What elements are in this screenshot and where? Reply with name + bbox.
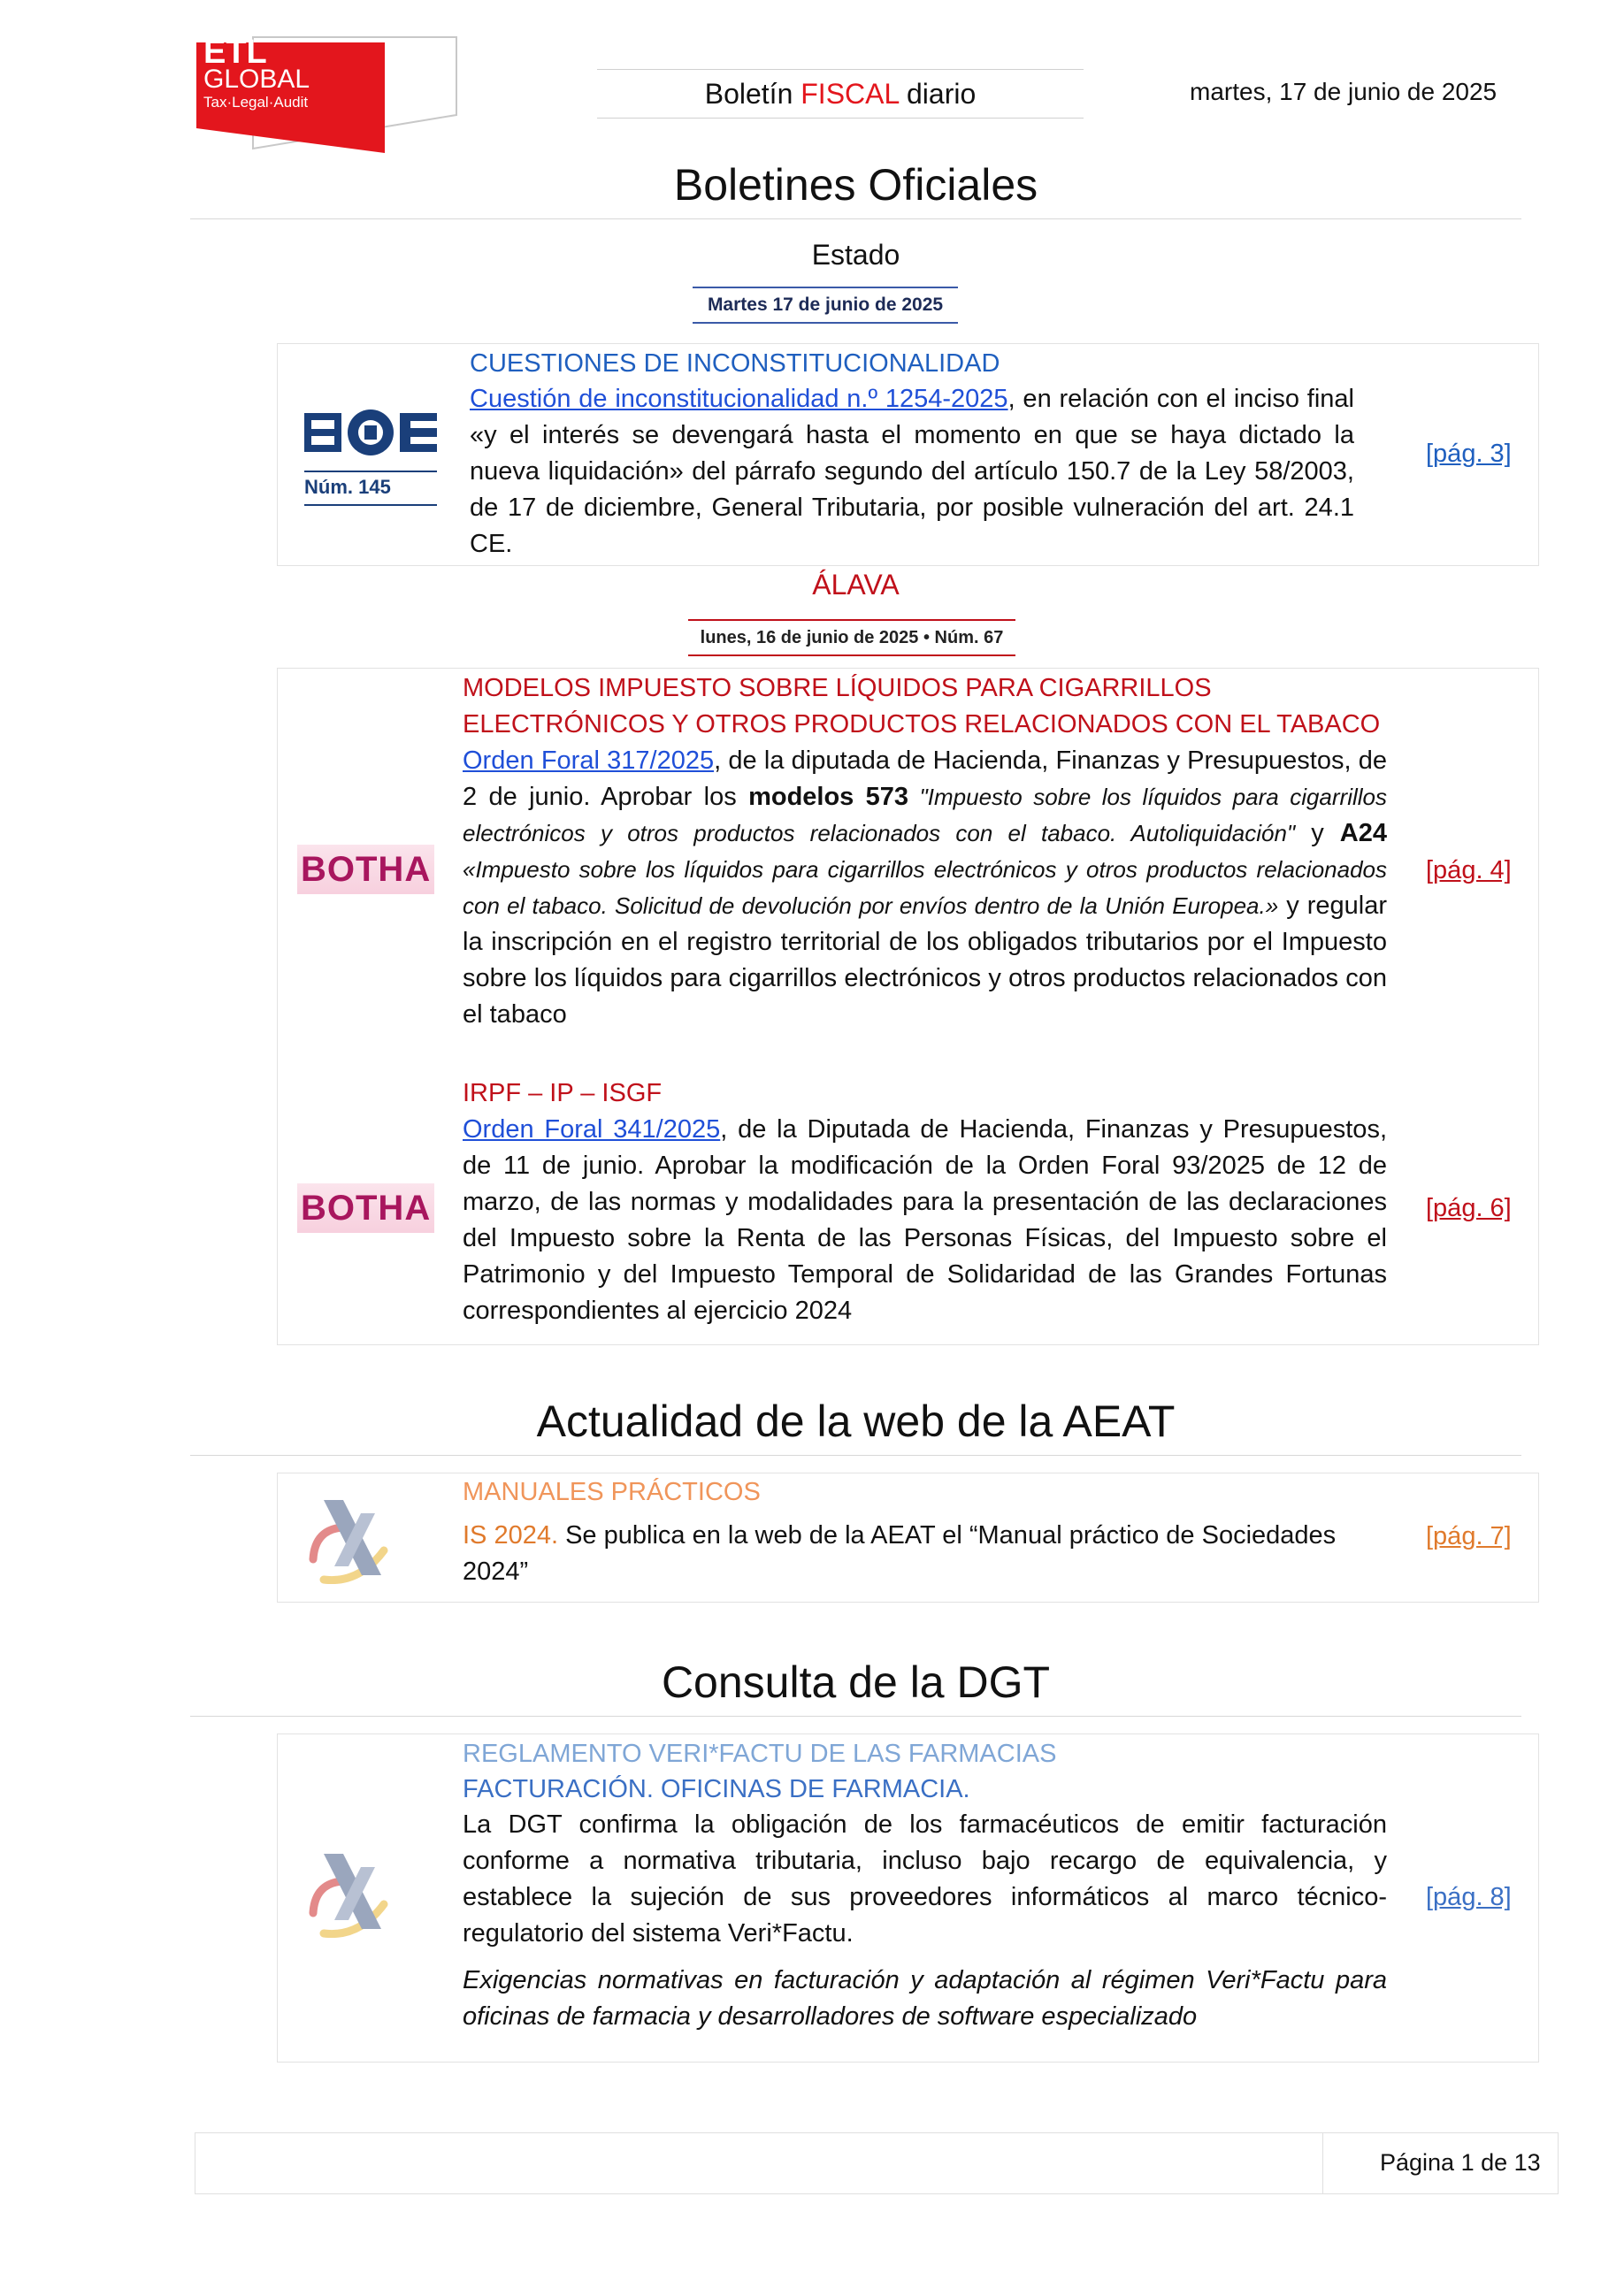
- boe-entry: [277, 343, 1539, 566]
- page-counter: Página 1 de 13: [1380, 2149, 1541, 2176]
- botha-logo-text-2: BOTHA: [297, 1183, 434, 1233]
- botha-entry-1-page-ref[interactable]: [pág. 4]: [1426, 856, 1512, 884]
- dgt-body: La DGT confirma la obligación de los farmacéuticos de emitir facturación conforme a normativa tributaria, incluso bajo recargo de equivalencia, y establece la sujeción de sus proveedores informáticos al marco técnico-regulatorio del sistema Veri*Factu.: [463, 1810, 1387, 1948]
- botha-entries: [277, 668, 1539, 1345]
- bulletin-date: martes, 17 de junio de 2025: [1190, 78, 1498, 105]
- logo-etl-text: ETL: [203, 34, 267, 71]
- boe-logo: [304, 406, 437, 506]
- section-divider-dgt: [190, 1716, 1521, 1717]
- aeat-lead: IS 2024.: [463, 1521, 559, 1550]
- section-title-dgt: Consulta de la DGT: [661, 1657, 1051, 1707]
- boe-body: [470, 381, 1354, 563]
- section-divider-aeat: [190, 1455, 1521, 1456]
- boe-number: Núm. 145: [304, 476, 391, 498]
- boe-category: CUESTIONES DE INCONSTITUCIONALIDAD: [470, 349, 1000, 378]
- footer-box: [195, 2132, 1559, 2194]
- orden-foral-341-link[interactable]: Orden Foral 341/2025: [463, 1115, 721, 1144]
- logo-global-text: GLOBAL: [203, 65, 310, 94]
- botha-entry-1-body-1: , de la diputada de Hacienda, Finanzas y Presupuestos, de 2 de junio. Aprobar los: [463, 746, 1387, 811]
- botha-entry-1-body-3: y regular la inscripción en el registro territorial de los obligados tributarios por el Impuesto sobre los líquidos para cigarrillos electrónicos y otros productos relacionados con el tabaco: [463, 892, 1388, 1029]
- bulletin-title-prefix: Boletín: [704, 78, 801, 110]
- botha-entry-2-body-text: , de la Diputada de Hacienda, Finanzas y Presupuestos, de 11 de junio. Aprobar la modificación de la Orden Foral 93/2025 de 12 de marzo, de las normas y modalidades para la presentación de las declaraciones del Impuesto sobre la Renta de las Personas Físicas, del Impuesto sobre el Patrimonio y del Impuesto Temporal de Solidaridad de las Grandes Fortunas correspondientes al ejercicio 2024: [463, 1115, 1387, 1325]
- boe-date-strip: Martes 17 de junio de 2025: [693, 287, 958, 324]
- dgt-subcategory: FACTURACIÓN. OFICINAS DE FARMACIA.: [463, 1775, 970, 1803]
- botha-entry-1-text: [463, 670, 1387, 1033]
- aeat-category: MANUALES PRÁCTICOS: [463, 1478, 761, 1506]
- section-divider: [190, 218, 1521, 219]
- etl-logo: [196, 27, 462, 155]
- botha-date-strip: lunes, 16 de junio de 2025 • Núm. 67: [688, 619, 1015, 656]
- modelo-573-desc: "Impuesto sobre los líquidos para cigarrillos electrónicos y otros productos relacionados con el tabaco. Autoliquidación": [463, 784, 1387, 846]
- bulletin-title-fiscal: FISCAL: [801, 78, 900, 110]
- aeat-page-ref[interactable]: [pág. 7]: [1426, 1522, 1512, 1550]
- aeat-body: [463, 1518, 1387, 1590]
- botha-logo-text-1: BOTHA: [297, 845, 434, 894]
- boe-entry-text: [470, 346, 1354, 563]
- dgt-italic: Exigencias normativas en facturación y adaptación al régimen Veri*Factu para oficinas de farmacia y desarrolladores de software especializado: [463, 1966, 1387, 2031]
- botha-entry-2-category: IRPF – IP – ISGF: [463, 1079, 663, 1107]
- aeat-logo-icon: [297, 1496, 395, 1584]
- modelo-a24-label: A24: [1339, 819, 1387, 847]
- botha-entry-1-body: [463, 743, 1387, 1033]
- boe-link[interactable]: Cuestión de inconstitucionalidad n.º 1254-2025: [470, 385, 1008, 413]
- section-title-aeat: Actualidad de la web de la AEAT: [536, 1397, 1176, 1446]
- aeat-entry-text: [463, 1475, 1387, 1590]
- bulletin-title-suffix: diario: [899, 78, 977, 110]
- section-title-boletines: Boletines Oficiales: [673, 160, 1038, 210]
- boe-shield-icon: [304, 406, 437, 459]
- botha-entry-2-page-ref[interactable]: [pág. 6]: [1426, 1194, 1512, 1222]
- boe-page-ref[interactable]: [pág. 3]: [1426, 440, 1512, 468]
- estado-heading: Estado: [811, 239, 900, 271]
- dgt-entry: [277, 1733, 1539, 2063]
- dgt-page-ref[interactable]: [pág. 8]: [1426, 1883, 1512, 1911]
- modelo-573-label: modelos 573: [748, 783, 909, 811]
- botha-entry-1-category: MODELOS IMPUESTO SOBRE LÍQUIDOS PARA CIGARRILLOS ELECTRÓNICOS Y OTROS PRODUCTOS RELACIONADOS CON EL TABACO: [463, 674, 1381, 739]
- dgt-category: REGLAMENTO VERI*FACTU DE LAS FARMACIAS: [463, 1740, 1057, 1768]
- modelo-a24-desc: «Impuesto sobre los líquidos para cigarrillos electrónicos y otros productos relacionados con el tabaco. Solicitud de devolución por envíos dentro de la Unión Europea.»: [463, 856, 1387, 919]
- alava-heading: ÁLAVA: [812, 569, 900, 601]
- dgt-entry-text: [463, 1736, 1387, 2035]
- bulletin-title: [597, 69, 1084, 119]
- aeat-body-text: Se publica en la web de la AEAT el “Manual práctico de Sociedades 2024”: [463, 1521, 1337, 1586]
- botha-entry-2-body: [463, 1112, 1387, 1329]
- footer-separator: [1322, 2132, 1323, 2194]
- botha-entry-2-text: [463, 1075, 1387, 1329]
- botha-logo-2: [297, 1189, 434, 1228]
- botha-logo-1: [297, 850, 434, 890]
- dgt-logo: [297, 1849, 395, 1942]
- aeat-logo-icon: [297, 1849, 395, 1938]
- orden-foral-317-link[interactable]: Orden Foral 317/2025: [463, 746, 715, 775]
- boe-body-text: , en relación con el inciso final «y el interés se devengará hasta el momento en que se haya dictado la nueva liquidación» del párrafo segundo del artículo 150.7 de la Ley 58/2003, de 17 de diciembre, General Tributaria, por posible vulneración del art. 24.1 CE.: [470, 385, 1354, 558]
- aeat-logo: [297, 1496, 395, 1588]
- aeat-entry: [277, 1473, 1539, 1603]
- botha-entry-1-body-2: y: [1295, 819, 1340, 847]
- logo-tagline-text: Tax·Legal·Audit: [203, 94, 309, 111]
- boe-rule-bottom: [304, 504, 437, 506]
